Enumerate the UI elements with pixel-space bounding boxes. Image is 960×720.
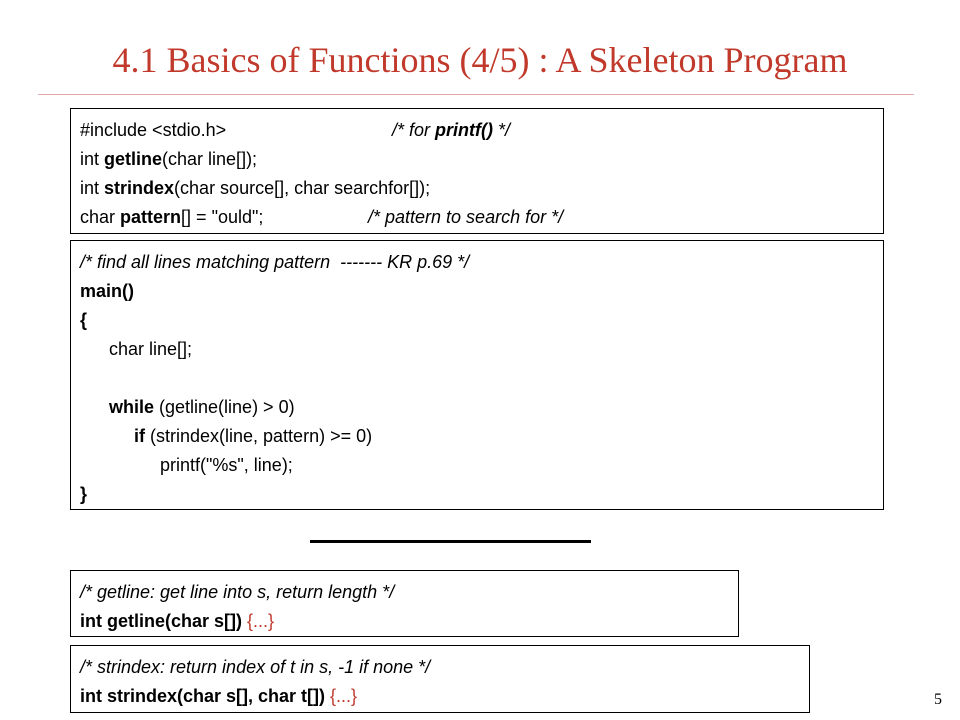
type-keyword: char bbox=[80, 207, 121, 227]
main-function-code-box bbox=[70, 240, 884, 510]
if-condition: (strindex(line, pattern) >= 0) bbox=[145, 426, 373, 446]
while-condition: (getline(line) > 0) bbox=[154, 397, 295, 417]
printf-ref: printf() bbox=[435, 120, 493, 140]
declarations-code-box bbox=[70, 108, 884, 234]
strindex-body: {...} bbox=[330, 686, 358, 706]
main-signature: main() bbox=[80, 281, 134, 301]
include-line bbox=[80, 116, 883, 145]
strindex-name: strindex bbox=[104, 178, 175, 198]
getline-body: {...} bbox=[247, 611, 275, 631]
strindex-prototype-line bbox=[80, 174, 883, 203]
strindex-definition-line bbox=[80, 682, 809, 711]
getline-signature: int getline(char s[]) bbox=[80, 611, 248, 631]
strindex-params: (char source[], char searchfor[]); bbox=[174, 178, 431, 198]
if-keyword: if bbox=[134, 426, 145, 446]
type-keyword: int bbox=[80, 149, 105, 169]
pattern-comment: /* pattern to search for */ bbox=[368, 207, 564, 227]
main-close-brace: } bbox=[80, 484, 88, 504]
blank-line bbox=[80, 364, 883, 393]
separator-line bbox=[310, 540, 591, 543]
pattern-initializer: [] = "ould"; bbox=[181, 207, 264, 227]
printf-line: printf("%s", line); bbox=[160, 455, 293, 475]
if-line bbox=[80, 422, 883, 451]
strindex-signature: int strindex(char s[], char t[]) bbox=[80, 686, 331, 706]
main-comment: /* find all lines matching pattern ------- KR p.69 */ bbox=[80, 252, 470, 272]
pattern-name: pattern bbox=[120, 207, 182, 227]
getline-comment: /* getline: get line into s, return length */ bbox=[80, 582, 395, 602]
strindex-code-box bbox=[70, 645, 810, 713]
slide-title: 4.1 Basics of Functions (4/5) : A Skeleton Program bbox=[112, 40, 848, 80]
page-number: 5 bbox=[934, 691, 942, 708]
local-declaration: char line[]; bbox=[109, 339, 193, 359]
main-open-brace: { bbox=[80, 310, 88, 330]
include-comment-part: */ bbox=[493, 120, 511, 140]
include-comment bbox=[392, 116, 510, 145]
getline-name: getline bbox=[104, 149, 163, 169]
type-keyword: int bbox=[80, 178, 105, 198]
getline-prototype-line bbox=[80, 145, 883, 174]
while-line bbox=[80, 393, 883, 422]
getline-definition-line bbox=[80, 607, 738, 636]
title-divider bbox=[38, 94, 914, 95]
include-comment-part: /* for bbox=[392, 120, 436, 140]
include-directive: #include <stdio.h> bbox=[80, 120, 227, 140]
getline-code-box bbox=[70, 570, 739, 637]
pattern-declaration-line bbox=[80, 203, 883, 232]
strindex-comment: /* strindex: return index of t in s, -1 if none */ bbox=[80, 657, 431, 677]
getline-params: (char line[]); bbox=[162, 149, 258, 169]
while-keyword: while bbox=[109, 397, 155, 417]
